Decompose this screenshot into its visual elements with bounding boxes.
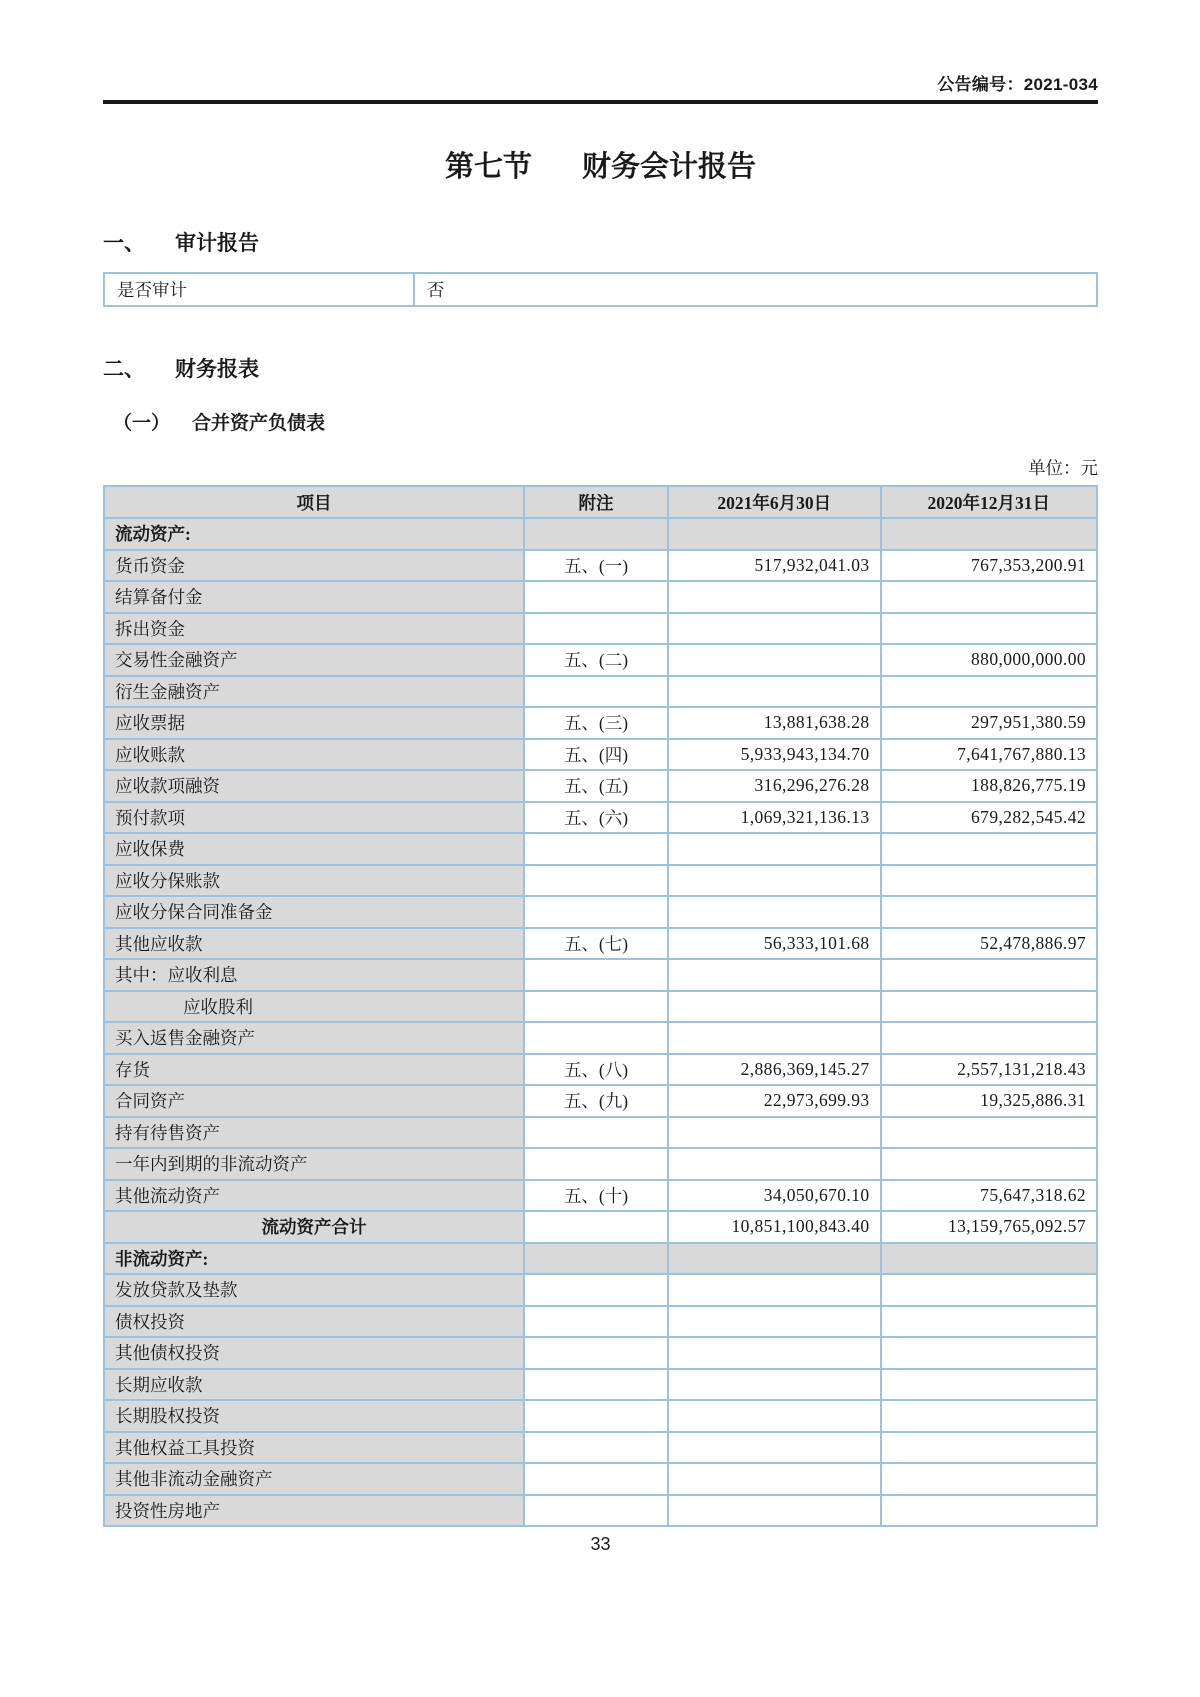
value-2021-cell: [668, 865, 881, 897]
note-cell: 五、(八): [524, 1054, 668, 1086]
note-cell: 五、(六): [524, 802, 668, 834]
table-row: [104, 550, 1097, 582]
table-row: [104, 613, 1097, 645]
item-cell: 应收分保合同准备金: [104, 896, 524, 928]
value-2021-cell: [668, 991, 881, 1023]
value-2021-cell: [668, 959, 881, 991]
note-cell: [524, 1369, 668, 1401]
note-cell: 五、(四): [524, 739, 668, 771]
column-header-note: 附注: [524, 486, 668, 518]
note-cell: [524, 833, 668, 865]
item-cell: 债权投资: [104, 1306, 524, 1338]
item-cell: 流动资产:: [104, 518, 524, 550]
value-2021-cell: 13,881,638.28: [668, 707, 881, 739]
column-header-2021: 2021年6月30日: [668, 486, 881, 518]
note-cell: [524, 991, 668, 1023]
item-cell: 非流动资产:: [104, 1243, 524, 1275]
table-row: [104, 1432, 1097, 1464]
note-cell: [524, 896, 668, 928]
value-2020-cell: 767,353,200.91: [881, 550, 1097, 582]
value-2020-cell: [881, 1274, 1097, 1306]
value-2021-cell: [668, 1432, 881, 1464]
table-row: [104, 959, 1097, 991]
note-cell: [524, 959, 668, 991]
note-cell: [524, 518, 668, 550]
value-2020-cell: [881, 959, 1097, 991]
table-row: [104, 1054, 1097, 1086]
value-2020-cell: 75,647,318.62: [881, 1180, 1097, 1212]
table-row: [104, 676, 1097, 708]
table-row: [104, 1211, 1097, 1243]
heading-audit-report: [103, 227, 1098, 257]
item-cell: 应收保费: [104, 833, 524, 865]
value-2021-cell: [668, 1274, 881, 1306]
item-cell: 预付款项: [104, 802, 524, 834]
note-cell: [524, 1432, 668, 1464]
value-2020-cell: 19,325,886.31: [881, 1085, 1097, 1117]
value-2020-cell: [881, 1463, 1097, 1495]
heading-balance-sheet: [103, 408, 1098, 435]
value-2020-cell: 880,000,000.00: [881, 644, 1097, 676]
item-cell: 买入返售金融资产: [104, 1022, 524, 1054]
item-cell: 其他流动资产: [104, 1180, 524, 1212]
audit-table: [103, 272, 1098, 307]
item-cell: 一年内到期的非流动资产: [104, 1148, 524, 1180]
table-row: [104, 1400, 1097, 1432]
header-rule: [103, 100, 1098, 104]
item-cell: 应收票据: [104, 707, 524, 739]
item-cell: 应收账款: [104, 739, 524, 771]
heading-label: 审计报告: [175, 232, 259, 255]
item-cell: 持有待售资产: [104, 1117, 524, 1149]
item-cell: 长期股权投资: [104, 1400, 524, 1432]
balance-sheet-table: [103, 485, 1098, 1527]
value-2021-cell: [668, 1117, 881, 1149]
value-2020-cell: [881, 518, 1097, 550]
value-2021-cell: [668, 1337, 881, 1369]
value-2021-cell: [668, 613, 881, 645]
value-2020-cell: [881, 676, 1097, 708]
table-row: [104, 1085, 1097, 1117]
table-row: [104, 1369, 1097, 1401]
value-2020-cell: 2,557,131,218.43: [881, 1054, 1097, 1086]
value-2021-cell: [668, 1148, 881, 1180]
item-cell: 衍生金融资产: [104, 676, 524, 708]
value-2020-cell: [881, 1337, 1097, 1369]
value-2020-cell: 188,826,775.19: [881, 770, 1097, 802]
value-2021-cell: [668, 676, 881, 708]
value-2021-cell: 5,933,943,134.70: [668, 739, 881, 771]
value-2021-cell: [668, 1022, 881, 1054]
value-2021-cell: [668, 1463, 881, 1495]
value-2021-cell: [668, 581, 881, 613]
value-2020-cell: [881, 896, 1097, 928]
table-row: [104, 1463, 1097, 1495]
note-cell: [524, 1243, 668, 1275]
note-cell: 五、(十): [524, 1180, 668, 1212]
note-cell: 五、(九): [524, 1085, 668, 1117]
item-cell: 货币资金: [104, 550, 524, 582]
note-cell: 五、(七): [524, 928, 668, 960]
value-2021-cell: [668, 1243, 881, 1275]
heading-number: （一）: [113, 413, 171, 434]
table-row: [104, 739, 1097, 771]
heading-label: 财务报表: [175, 358, 259, 381]
column-header-2020: 2020年12月31日: [881, 486, 1097, 518]
balance-sheet-body: [104, 518, 1097, 1526]
table-row: [104, 1337, 1097, 1369]
table-row: [104, 896, 1097, 928]
table-row: [104, 1274, 1097, 1306]
table-row: [104, 991, 1097, 1023]
table-row: [104, 802, 1097, 834]
table-row: [104, 518, 1097, 550]
value-2021-cell: 34,050,670.10: [668, 1180, 881, 1212]
item-cell: 拆出资金: [104, 613, 524, 645]
value-2021-cell: [668, 1306, 881, 1338]
note-cell: [524, 676, 668, 708]
value-2021-cell: 2,886,369,145.27: [668, 1054, 881, 1086]
table-row: [104, 1495, 1097, 1527]
page-title: [103, 144, 1098, 185]
value-2021-cell: 316,296,276.28: [668, 770, 881, 802]
note-cell: [524, 1117, 668, 1149]
unit-label: 单位：元: [1028, 458, 1098, 478]
table-row: [104, 1022, 1097, 1054]
value-2020-cell: 52,478,886.97: [881, 928, 1097, 960]
note-cell: [524, 1463, 668, 1495]
table-header-row: [104, 486, 1097, 518]
announcement-number: 公告编号：2021-034: [937, 75, 1098, 94]
value-2020-cell: [881, 1022, 1097, 1054]
value-2021-cell: 1,069,321,136.13: [668, 802, 881, 834]
page-content: [103, 0, 1098, 1555]
value-2020-cell: 7,641,767,880.13: [881, 739, 1097, 771]
value-2020-cell: [881, 1306, 1097, 1338]
note-cell: 五、(五): [524, 770, 668, 802]
value-2020-cell: [881, 1432, 1097, 1464]
item-cell: 应收股利: [104, 991, 524, 1023]
value-2020-cell: [881, 1243, 1097, 1275]
note-cell: [524, 1148, 668, 1180]
item-cell: 应收分保账款: [104, 865, 524, 897]
value-2020-cell: [881, 1369, 1097, 1401]
value-2021-cell: [668, 1369, 881, 1401]
heading-financial-statements: [103, 353, 1098, 383]
note-cell: [524, 1400, 668, 1432]
table-row: [104, 833, 1097, 865]
note-cell: [524, 1211, 668, 1243]
table-row: [104, 581, 1097, 613]
heading-number: 二、: [103, 358, 145, 381]
note-cell: [524, 613, 668, 645]
value-2020-cell: [881, 1117, 1097, 1149]
value-2020-cell: [881, 865, 1097, 897]
audit-question-cell: 是否审计: [104, 273, 414, 306]
value-2021-cell: [668, 896, 881, 928]
table-row: [104, 1117, 1097, 1149]
value-2021-cell: 517,932,041.03: [668, 550, 881, 582]
value-2020-cell: [881, 833, 1097, 865]
note-cell: [524, 1022, 668, 1054]
item-cell: 投资性房地产: [104, 1495, 524, 1527]
note-cell: 五、(一): [524, 550, 668, 582]
note-cell: [524, 1306, 668, 1338]
value-2020-cell: [881, 1495, 1097, 1527]
item-cell: 存货: [104, 1054, 524, 1086]
table-row: [104, 770, 1097, 802]
value-2021-cell: [668, 1400, 881, 1432]
note-cell: [524, 1337, 668, 1369]
item-cell: 长期应收款: [104, 1369, 524, 1401]
page-title-text: 财务会计报告: [582, 151, 757, 183]
item-cell: 其他应收款: [104, 928, 524, 960]
value-2020-cell: [881, 1148, 1097, 1180]
note-cell: [524, 865, 668, 897]
note-cell: 五、(三): [524, 707, 668, 739]
item-cell: 其他权益工具投资: [104, 1432, 524, 1464]
heading-number: 一、: [103, 232, 145, 255]
value-2020-cell: [881, 991, 1097, 1023]
table-row: [104, 1306, 1097, 1338]
item-cell: 其中：应收利息: [104, 959, 524, 991]
item-cell: 其他债权投资: [104, 1337, 524, 1369]
value-2020-cell: [881, 613, 1097, 645]
value-2021-cell: [668, 833, 881, 865]
value-2021-cell: [668, 1495, 881, 1527]
note-cell: 五、(二): [524, 644, 668, 676]
table-row: [104, 644, 1097, 676]
column-header-item: 项目: [104, 486, 524, 518]
item-cell: 其他非流动金融资产: [104, 1463, 524, 1495]
page-title-section: 第七节: [444, 151, 532, 183]
value-2020-cell: 297,951,380.59: [881, 707, 1097, 739]
item-cell: 合同资产: [104, 1085, 524, 1117]
note-cell: [524, 1274, 668, 1306]
value-2020-cell: [881, 1400, 1097, 1432]
audit-answer-cell: 否: [414, 273, 1097, 306]
table-row: [104, 928, 1097, 960]
table-row: [104, 1243, 1097, 1275]
table-row: [104, 273, 1097, 306]
item-cell: 结算备付金: [104, 581, 524, 613]
item-cell: 流动资产合计: [104, 1211, 524, 1243]
value-2021-cell: [668, 518, 881, 550]
table-row: [104, 707, 1097, 739]
value-2021-cell: 22,973,699.93: [668, 1085, 881, 1117]
table-row: [104, 865, 1097, 897]
table-row: [104, 1148, 1097, 1180]
page-number: 33: [590, 1534, 611, 1554]
item-cell: 应收款项融资: [104, 770, 524, 802]
item-cell: 发放贷款及垫款: [104, 1274, 524, 1306]
value-2021-cell: [668, 644, 881, 676]
value-2021-cell: 10,851,100,843.40: [668, 1211, 881, 1243]
note-cell: [524, 581, 668, 613]
value-2020-cell: 679,282,545.42: [881, 802, 1097, 834]
value-2021-cell: 56,333,101.68: [668, 928, 881, 960]
table-row: [104, 1180, 1097, 1212]
note-cell: [524, 1495, 668, 1527]
value-2020-cell: 13,159,765,092.57: [881, 1211, 1097, 1243]
item-cell: 交易性金融资产: [104, 644, 524, 676]
value-2020-cell: [881, 581, 1097, 613]
heading-label: 合并资产负债表: [192, 413, 326, 434]
